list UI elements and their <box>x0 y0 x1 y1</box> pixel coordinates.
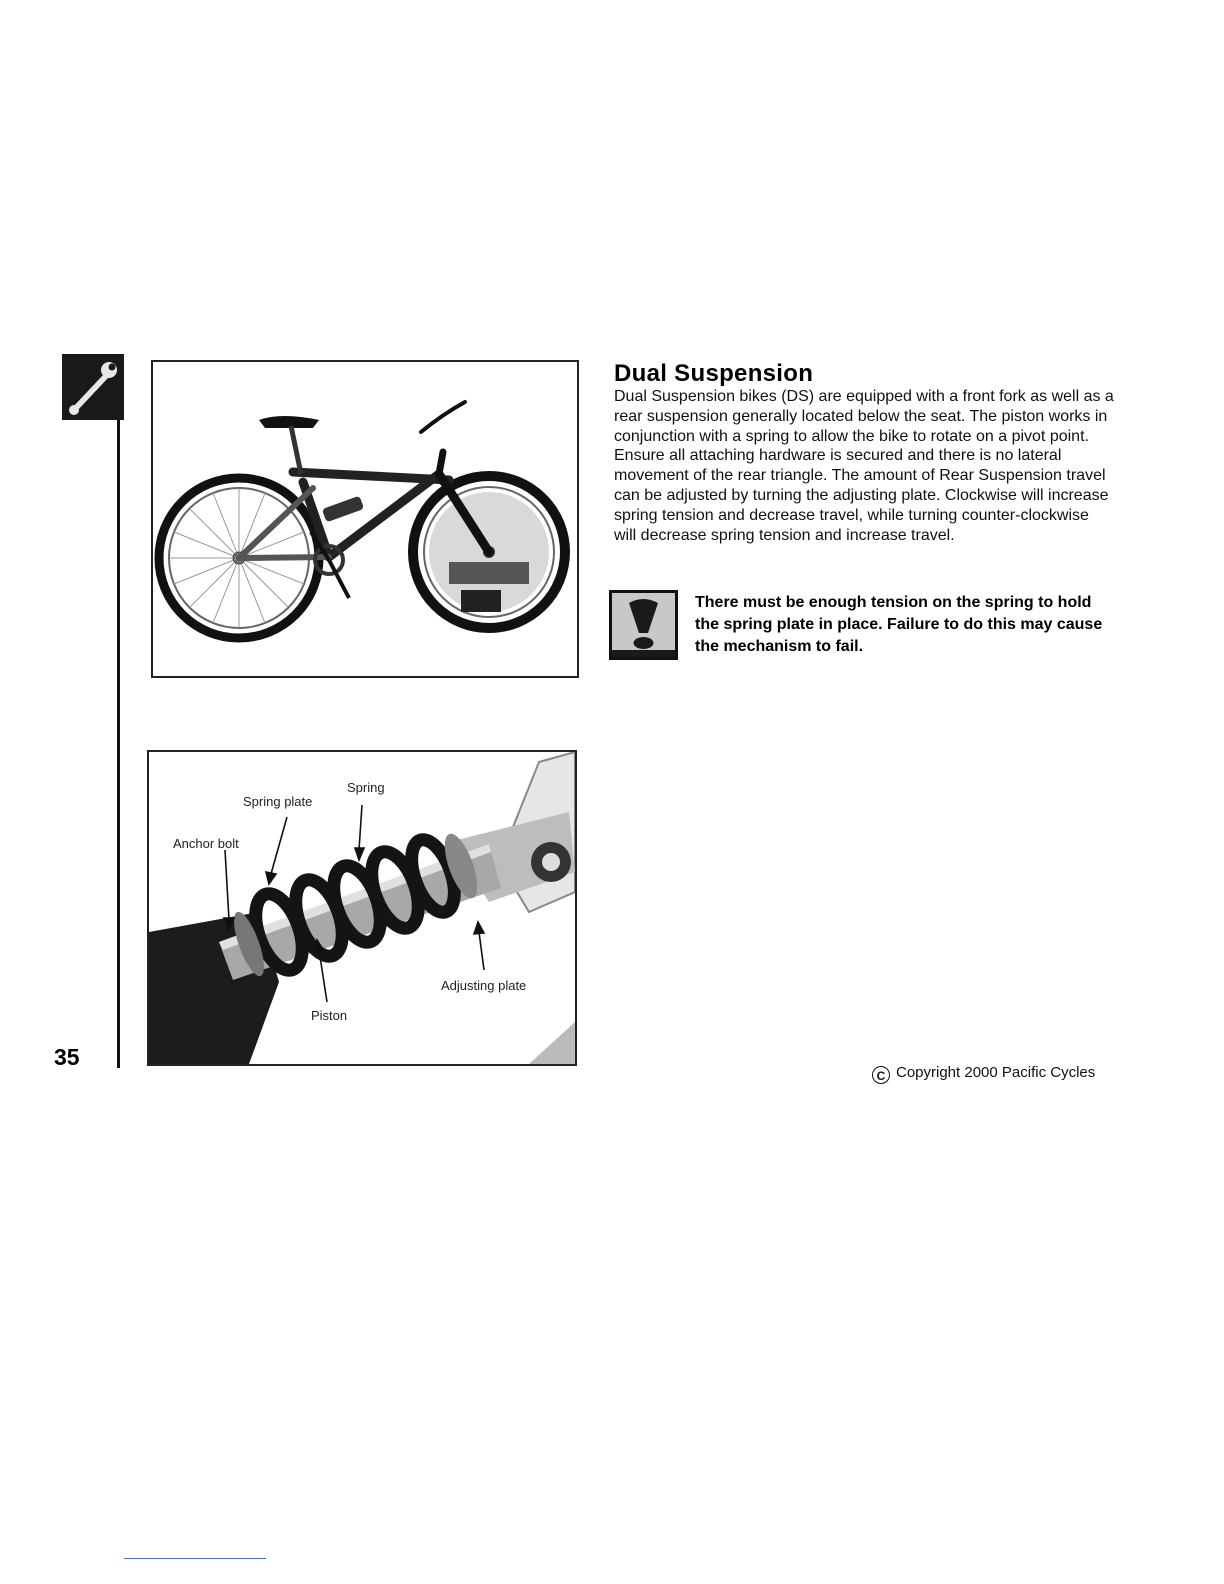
section-title: Dual Suspension <box>614 360 814 387</box>
page-number: 35 <box>54 1044 80 1070</box>
callout-anchor-bolt: Anchor bolt <box>173 836 239 851</box>
section-tab <box>62 354 124 420</box>
section-rule <box>117 420 120 1068</box>
section-body: Dual Suspension bikes (DS) are equipped with a front fork as well as a rear suspension generally located below the seat. The piston works in conjunction with a spring to allow the bike to rotate on a pivot point. Ensure all attaching hardware is secured and there is no lateral movement of the rear triangle. The amount of Rear Suspension travel can be adjusted by turning the adjusting plate. Clockwise will increase spring tension and decrease travel, while turning counter-clockwise will decrease spring tension and increase travel. <box>614 388 1114 544</box>
callout-piston: Piston <box>311 1008 348 1023</box>
wrench-icon <box>62 354 124 420</box>
copyright-icon: C <box>872 1066 890 1084</box>
copyright-text: Copyright 2000 Pacific Cycles <box>896 1064 1096 1081</box>
callout-spring: Spring <box>347 780 385 795</box>
callout-spring-plate: Spring plate <box>243 794 313 809</box>
bicycle-illustration <box>153 362 577 676</box>
footer-divider <box>124 1558 266 1559</box>
caution-icon <box>609 590 678 660</box>
bicycle-photo <box>151 360 579 678</box>
rear-shock-photo <box>147 750 577 1066</box>
callout-adjusting-plate: Adjusting plate <box>441 978 527 993</box>
warning-text: There must be enough tension on the spring to hold the spring plate in place. Failure to do this may cause the mechanism to fail. <box>695 594 1103 655</box>
rear-shock-illustration <box>149 752 575 1064</box>
copyright-footer <box>872 1064 1095 1084</box>
